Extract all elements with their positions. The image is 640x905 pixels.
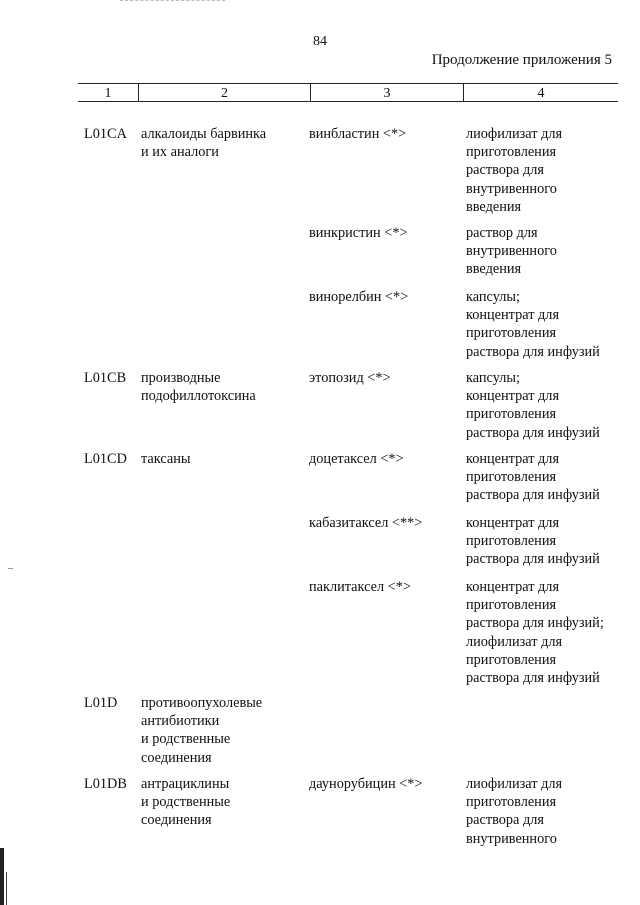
text-line: приготовления: [466, 533, 557, 550]
drug-name: винорелбин <*>: [309, 289, 409, 305]
text-line: антибиотики: [141, 713, 220, 730]
dosage-form: [466, 775, 562, 848]
continuation-title: Продолжение приложения 5: [431, 52, 612, 68]
dosage-form: [466, 514, 600, 569]
text-line: и родственные: [141, 794, 231, 811]
scan-artifact-edge: [0, 848, 4, 905]
header-top-rule: [78, 83, 618, 84]
page-number: 84: [313, 34, 327, 49]
text-line: приготовления: [466, 406, 557, 423]
text-line: антрациклины: [141, 776, 230, 792]
scan-artifact-edge-thin: [6, 872, 7, 905]
text-line: соединения: [141, 749, 212, 766]
drug-name: даунорубицин <*>: [309, 776, 423, 792]
text-line: раствор для: [466, 225, 538, 241]
text-line: таксаны: [141, 451, 191, 467]
text-line: приготовления: [466, 651, 557, 668]
header-col-2: 2: [221, 86, 228, 101]
atc-code: L01CA: [84, 126, 127, 142]
scan-artifact-dot: [8, 568, 13, 569]
drug-name: кабазитаксел <**>: [309, 515, 423, 531]
dosage-form: [466, 288, 600, 361]
text-line: капсулы;: [466, 289, 520, 305]
text-line: раствора для: [466, 812, 544, 829]
text-line: концентрат для: [466, 579, 560, 595]
text-line: противоопухолевые: [141, 695, 263, 711]
atc-code: L01CD: [84, 451, 127, 467]
atc-group: [141, 125, 266, 161]
atc-code: L01DB: [84, 776, 127, 792]
dosage-form: [466, 125, 562, 216]
text-line: подофиллотоксина: [141, 388, 256, 405]
text-line: раствора для инфузий: [466, 487, 600, 504]
drug-name: этопозид <*>: [309, 370, 391, 386]
text-line: концентрат для: [466, 388, 560, 405]
text-line: производные: [141, 370, 221, 386]
drug-name: паклитаксел <*>: [309, 579, 411, 595]
text-line: концентрат для: [466, 515, 560, 531]
drug-name: винбластин <*>: [309, 126, 407, 142]
drug-name: доцетаксел <*>: [309, 451, 404, 467]
text-line: раствора для инфузий: [466, 343, 600, 360]
text-line: внутривенного: [466, 180, 557, 197]
atc-group: [141, 369, 256, 405]
text-line: приготовления: [466, 597, 557, 614]
drug-name: винкристин <*>: [309, 225, 408, 241]
text-line: и их аналоги: [141, 144, 219, 161]
header-col-1: 1: [104, 86, 112, 101]
atc-group: [141, 694, 262, 767]
dosage-form: [466, 450, 600, 505]
atc-group: [141, 775, 230, 830]
dosage-form: [466, 369, 600, 442]
header-col-4: 4: [537, 86, 545, 101]
dosage-form: [466, 578, 604, 687]
text-line: раствора для: [466, 162, 544, 179]
text-line: капсулы;: [466, 370, 520, 386]
atc-group: [141, 450, 190, 468]
text-line: концентрат для: [466, 307, 560, 324]
text-line: концентрат для: [466, 451, 560, 467]
text-line: и родственные: [141, 731, 231, 748]
text-line: приготовления: [466, 144, 557, 161]
atc-code: L01CB: [84, 370, 127, 386]
text-line: приготовления: [466, 794, 557, 811]
text-line: внутривенного: [466, 243, 557, 260]
text-line: раствора для инфузий: [466, 670, 600, 687]
text-line: алкалоиды барвинка: [141, 126, 267, 142]
text-line: приготовления: [466, 325, 557, 342]
atc-code: L01D: [84, 695, 118, 711]
text-line: введения: [466, 261, 522, 278]
text-line: лиофилизат для: [466, 126, 563, 142]
text-line: лиофилизат для: [466, 633, 563, 650]
text-line: внутривенного: [466, 830, 557, 847]
header-col-3: 3: [383, 86, 391, 101]
text-line: приготовления: [466, 469, 557, 486]
text-line: раствора для инфузий;: [466, 615, 604, 632]
text-line: лиофилизат для: [466, 776, 563, 792]
text-line: раствора для инфузий: [466, 424, 600, 441]
text-line: соединения: [141, 812, 212, 829]
text-line: раствора для инфузий: [466, 551, 600, 568]
dosage-form: [466, 224, 557, 279]
scan-artifact-top: [120, 0, 225, 4]
text-line: введения: [466, 198, 522, 215]
